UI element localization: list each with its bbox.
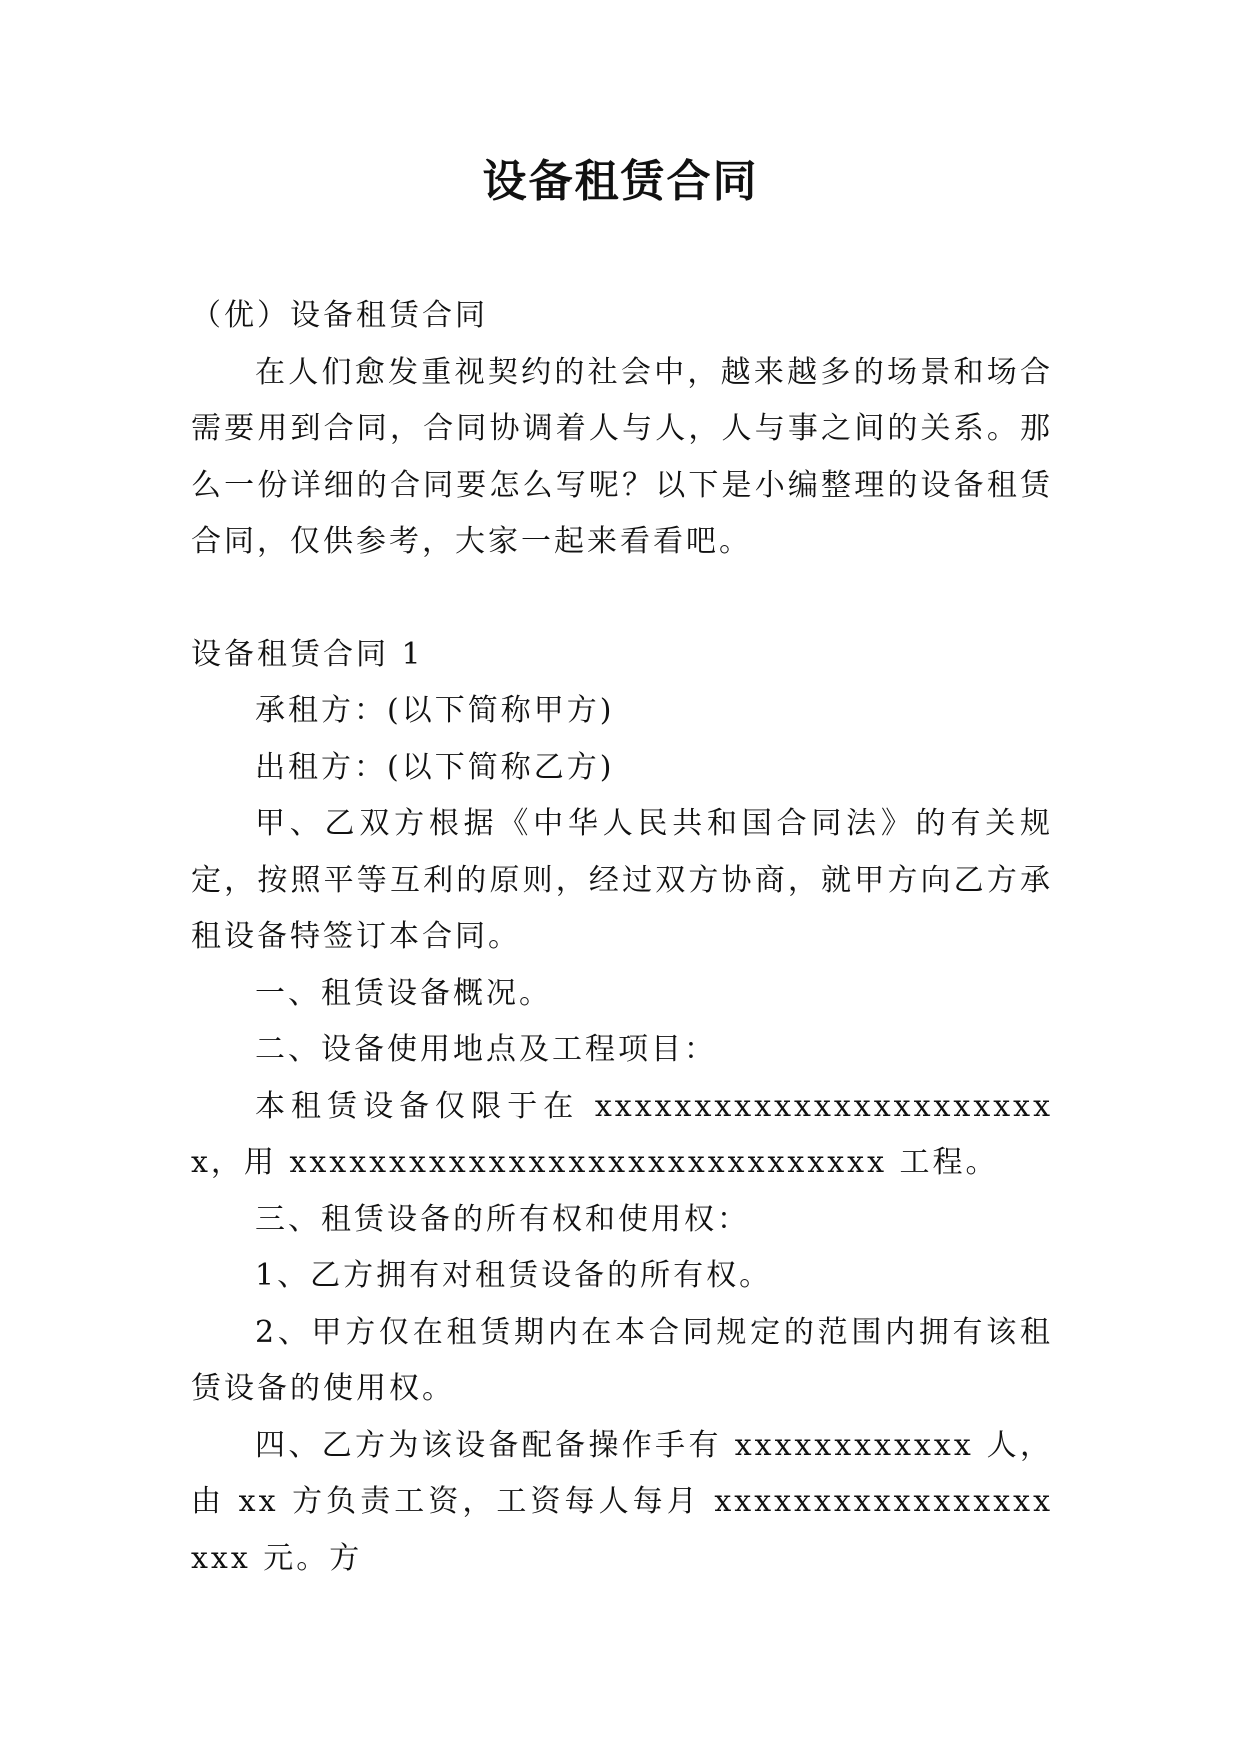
- paragraph-gap: [191, 571, 1053, 627]
- clause-1: 一、租赁设备概况。: [255, 975, 552, 1011]
- clause-2-body: 本租赁设备仅限于在 xxxxxxxxxxxxxxxxxxxxxxxx，用 xxxxxxxxxxxxxxxxxxxxxxxxxxxxxx 工程。: [191, 1088, 1053, 1180]
- lessee-line: 承租方：(以下简称甲方): [255, 693, 615, 728]
- document-body: [191, 288, 1053, 1587]
- clause-3: 三、租赁设备的所有权和使用权：: [255, 1201, 750, 1237]
- section-heading: 设备租赁合同 1: [191, 636, 424, 672]
- document-subtitle: （优）设备租赁合同: [191, 298, 488, 333]
- clause-3-2: 2、甲方仅在租赁期内在本合同规定的范围内拥有该租赁设备的使用权。: [191, 1314, 1053, 1406]
- preamble-paragraph: 甲、乙双方根据《中华人民共和国合同法》的有关规定，按照平等互利的原则，经过双方协商，就甲方向乙方承租设备特签订本合同。: [191, 806, 1053, 954]
- lessor-line: 出租方：(以下简称乙方): [255, 749, 615, 785]
- clause-4: 四、乙方为该设备配备操作手有 xxxxxxxxxxxx 人，由 xx 方负责工资，工资每人每月 xxxxxxxxxxxxxxxxxxxx 元。方: [191, 1427, 1053, 1576]
- intro-paragraph: 在人们愈发重视契约的社会中，越来越多的场景和场合需要用到合同，合同协调着人与人，人与事之间的关系。那么一份详细的合同要怎么写呢？以下是小编整理的设备租赁合同，仅供参考，大家一起来看看吧。: [191, 354, 1053, 559]
- clause-2: 二、设备使用地点及工程项目：: [255, 1032, 717, 1067]
- clause-3-1: 1、乙方拥有对租赁设备的所有权。: [255, 1258, 773, 1293]
- document-title: 设备租赁合同: [482, 156, 759, 207]
